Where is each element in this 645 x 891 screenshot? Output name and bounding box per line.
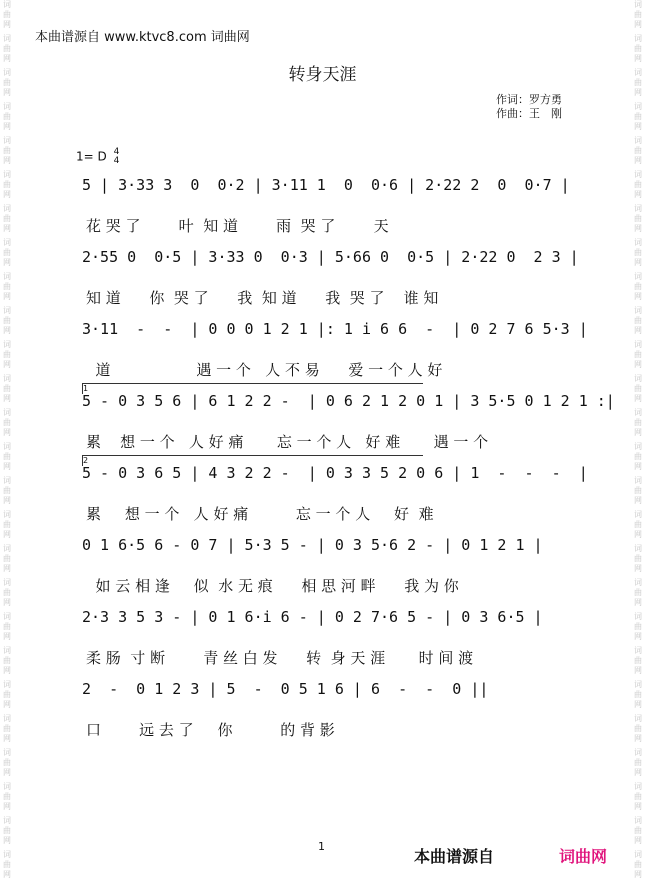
watermark-text: 词曲网 <box>634 136 642 165</box>
lyric-line: 如 云 相 逢 似 水 无 痕 相 思 河 畔 我 为 你 <box>86 577 459 595</box>
notation-line: 2 - 0 1 2 3 | 5 - 0 5 1 6 | 6 - - 0 || <box>82 680 489 698</box>
footer-source-text: 本曲谱源自 <box>414 847 495 866</box>
watermark-text: 词曲网 <box>634 340 642 369</box>
credits <box>496 93 562 121</box>
watermark-text: 词曲网 <box>634 238 642 267</box>
watermark-text: 词曲网 <box>3 544 11 573</box>
lyric-line: 道 遇 一 个 人 不 易 爱 一 个 人 好 <box>86 361 443 379</box>
watermark-text: 词曲网 <box>634 408 642 437</box>
composer-credit: 作曲：王 刚 <box>496 107 562 120</box>
watermark-text: 词曲网 <box>3 34 11 63</box>
notation-line: 5 | 3·33 3 0 0·2 | 3·11 1 0 0·6 | 2·22 2 0 0·7 | <box>82 176 570 194</box>
watermark-text: 词曲网 <box>634 510 642 539</box>
watermark-text: 词曲网 <box>634 816 642 845</box>
watermark-text: 词曲网 <box>634 374 642 403</box>
watermark-text: 词曲网 <box>3 68 11 97</box>
watermark-text: 词曲网 <box>634 680 642 709</box>
page-number: 1 <box>318 840 325 853</box>
watermark-text: 词曲网 <box>3 782 11 811</box>
watermark-text: 词曲网 <box>3 510 11 539</box>
watermark-text: 词曲网 <box>634 748 642 777</box>
right-watermark-strip <box>631 0 645 891</box>
watermark-text: 词曲网 <box>634 544 642 573</box>
watermark-text: 词曲网 <box>634 0 642 29</box>
watermark-text: 词曲网 <box>634 646 642 675</box>
lyric-line: 花 哭 了 叶 知 道 雨 哭 了 天 <box>86 217 389 235</box>
watermark-text: 词曲网 <box>3 612 11 641</box>
time-bottom: 4 <box>113 156 120 166</box>
song-title: 转身天涯 <box>288 65 357 85</box>
time-signature <box>114 148 120 166</box>
watermark-text: 词曲网 <box>634 714 642 743</box>
watermark-text: 词曲网 <box>634 442 642 471</box>
watermark-text: 词曲网 <box>3 170 11 199</box>
watermark-text: 词曲网 <box>634 68 642 97</box>
notation-line: 5 - 0 3 6 5 | 4 3 2 2 - | 0 3 3 5 2 0 6 | 1 - - - | <box>82 464 588 482</box>
volta-number: 1 <box>83 384 89 393</box>
key-signature <box>76 148 119 166</box>
notation-line: 2·3 3 5 3 - | 0 1 6·i 6 - | 0 2 7·6 5 - | 0 3 6·5 | <box>82 608 543 626</box>
watermark-text: 词曲网 <box>3 204 11 233</box>
watermark-text: 词曲网 <box>3 646 11 675</box>
watermark-text: 词曲网 <box>3 850 11 879</box>
watermark-text: 词曲网 <box>634 34 642 63</box>
watermark-text: 词曲网 <box>634 850 642 879</box>
time-top: 4 <box>113 147 120 157</box>
watermark-text: 词曲网 <box>3 816 11 845</box>
watermark-text: 词曲网 <box>634 578 642 607</box>
watermark-text: 词曲网 <box>3 714 11 743</box>
watermark-text: 词曲网 <box>3 306 11 335</box>
watermark-text: 词曲网 <box>634 102 642 131</box>
watermark-text: 词曲网 <box>3 408 11 437</box>
footer-logo: 词曲网 <box>559 847 608 866</box>
lyric-line: 口 远 去 了 你 的 背 影 <box>86 721 335 739</box>
key-label: 1= D <box>76 149 107 164</box>
lyricist-credit: 作词：罗方勇 <box>496 93 562 106</box>
watermark-text: 词曲网 <box>634 306 642 335</box>
watermark-text: 词曲网 <box>634 204 642 233</box>
watermark-text: 词曲网 <box>3 272 11 301</box>
watermark-text: 词曲网 <box>3 102 11 131</box>
watermark-text: 词曲网 <box>3 442 11 471</box>
source-header: 本曲谱源自 www.ktvc8.com 词曲网 <box>35 30 250 45</box>
watermark-text: 词曲网 <box>634 272 642 301</box>
notation-line: 3·11 - - | 0 0 0 1 2 1 |: 1 i 6 6 - | 0 2 7 6 5·3 | <box>82 320 588 338</box>
watermark-text: 词曲网 <box>3 238 11 267</box>
watermark-text: 词曲网 <box>3 578 11 607</box>
lyric-line: 累 想 一 个 人 好 痛 忘 一 个 人 好 难 <box>86 505 434 523</box>
lyric-line: 知 道 你 哭 了 我 知 道 我 哭 了 谁 知 <box>86 289 439 307</box>
lyric-line: 累 想 一 个 人 好 痛 忘 一 个 人 好 难 遇 一 个 <box>86 433 489 451</box>
watermark-text: 词曲网 <box>634 612 642 641</box>
watermark-text: 词曲网 <box>3 680 11 709</box>
volta-number: 2 <box>83 456 89 465</box>
watermark-text: 词曲网 <box>3 340 11 369</box>
watermark-text: 词曲网 <box>634 476 642 505</box>
watermark-text: 词曲网 <box>3 0 11 29</box>
watermark-text: 词曲网 <box>3 476 11 505</box>
watermark-text: 词曲网 <box>634 170 642 199</box>
notation-line: 0 1 6·5 6 - 0 7 | 5·3 5 - | 0 3 5·6 2 - | 0 1 2 1 | <box>82 536 543 554</box>
watermark-text: 词曲网 <box>3 748 11 777</box>
watermark-text: 词曲网 <box>3 136 11 165</box>
notation-line: 5 - 0 3 5 6 | 6 1 2 2 - | 0 6 2 1 2 0 1 | 3 5·5 0 1 2 1 :| <box>82 392 615 410</box>
watermark-text: 词曲网 <box>634 782 642 811</box>
notation-line: 2·55 0 0·5 | 3·33 0 0·3 | 5·66 0 0·5 | 2·22 0 2 3 | <box>82 248 579 266</box>
lyric-line: 柔 肠 寸 断 青 丝 白 发 转 身 天 涯 时 间 渡 <box>86 649 474 667</box>
watermark-text: 词曲网 <box>3 374 11 403</box>
left-watermark-strip <box>0 0 14 891</box>
